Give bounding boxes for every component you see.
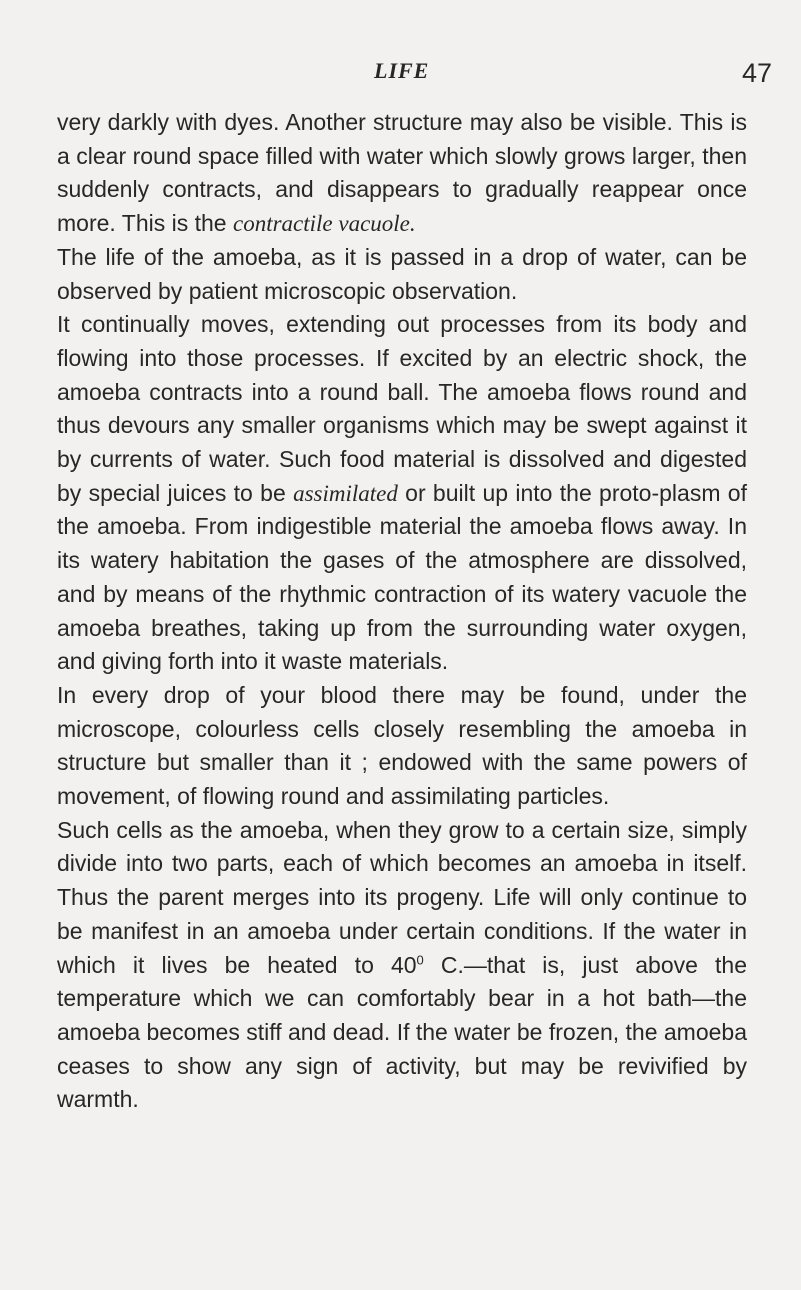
italic-term: contractile vacuole. bbox=[232, 211, 416, 237]
page-header bbox=[0, 52, 801, 92]
italic-term: assimilated bbox=[293, 480, 398, 506]
degree-superscript: 0 bbox=[416, 951, 424, 967]
paragraph bbox=[57, 308, 747, 679]
text-segment: In every drop of your blood there may be found, under the microscope, colourless cells closely resembling the amoeba in structure but smaller than it ; endowed with the same powers of movement, of flowing round and assimilating particles. bbox=[57, 681, 747, 810]
paragraph bbox=[57, 814, 747, 1117]
paragraph bbox=[57, 106, 747, 241]
running-title: LIFE bbox=[374, 58, 430, 83]
text-segment: C.—that is, just above the temperature which we can comfortably bear in a hot bath—the amoeba becomes stiff and dead. If the water be frozen, the amoeba ceases to show any sign of activity, but may be revivified by warmth. bbox=[57, 951, 748, 1113]
text-segment: The life of the amoeba, as it is passed in a drop of water, can be observed by patient microscopic observation. bbox=[57, 243, 747, 304]
text-segment: Such cells as the amoeba, when they grow to a certain size, simply divide into two parts, each of which becomes an amoeba in itself. Thus the parent merges into its progeny. Life will only continue to be manifest in an amoeba under certain conditions. If the water in which it lives be heated to 40 bbox=[57, 816, 747, 978]
text-segment: very darkly with dyes. Another structure may also be visible. This is a clear round space filled with water which slowly grows larger, then suddenly contracts, and disappears to gradually reappear once more. This is the bbox=[57, 109, 747, 237]
paragraph bbox=[57, 241, 747, 308]
body-text bbox=[57, 106, 747, 1117]
paragraph bbox=[57, 679, 747, 814]
text-segment: It continually moves, extending out processes from its body and flowing into those processes. If excited by an electric shock, the amoeba contracts into a round ball. The amoeba flows round and thus devours any smaller organisms which may be swept against it by currents of water. Such food material is dissolved and digested by special juices to be bbox=[57, 311, 747, 506]
page-number: 47 bbox=[742, 58, 773, 88]
text-segment: or built up into the proto-plasm of the amoeba. From indigestible material the amoeba flows away. In its watery habitation the gases of the atmosphere are dissolved, and by means of the rhythmic contraction of its watery vacuole the amoeba breathes, taking up from the surrounding water oxygen, and giving forth into it waste materials. bbox=[57, 479, 747, 675]
